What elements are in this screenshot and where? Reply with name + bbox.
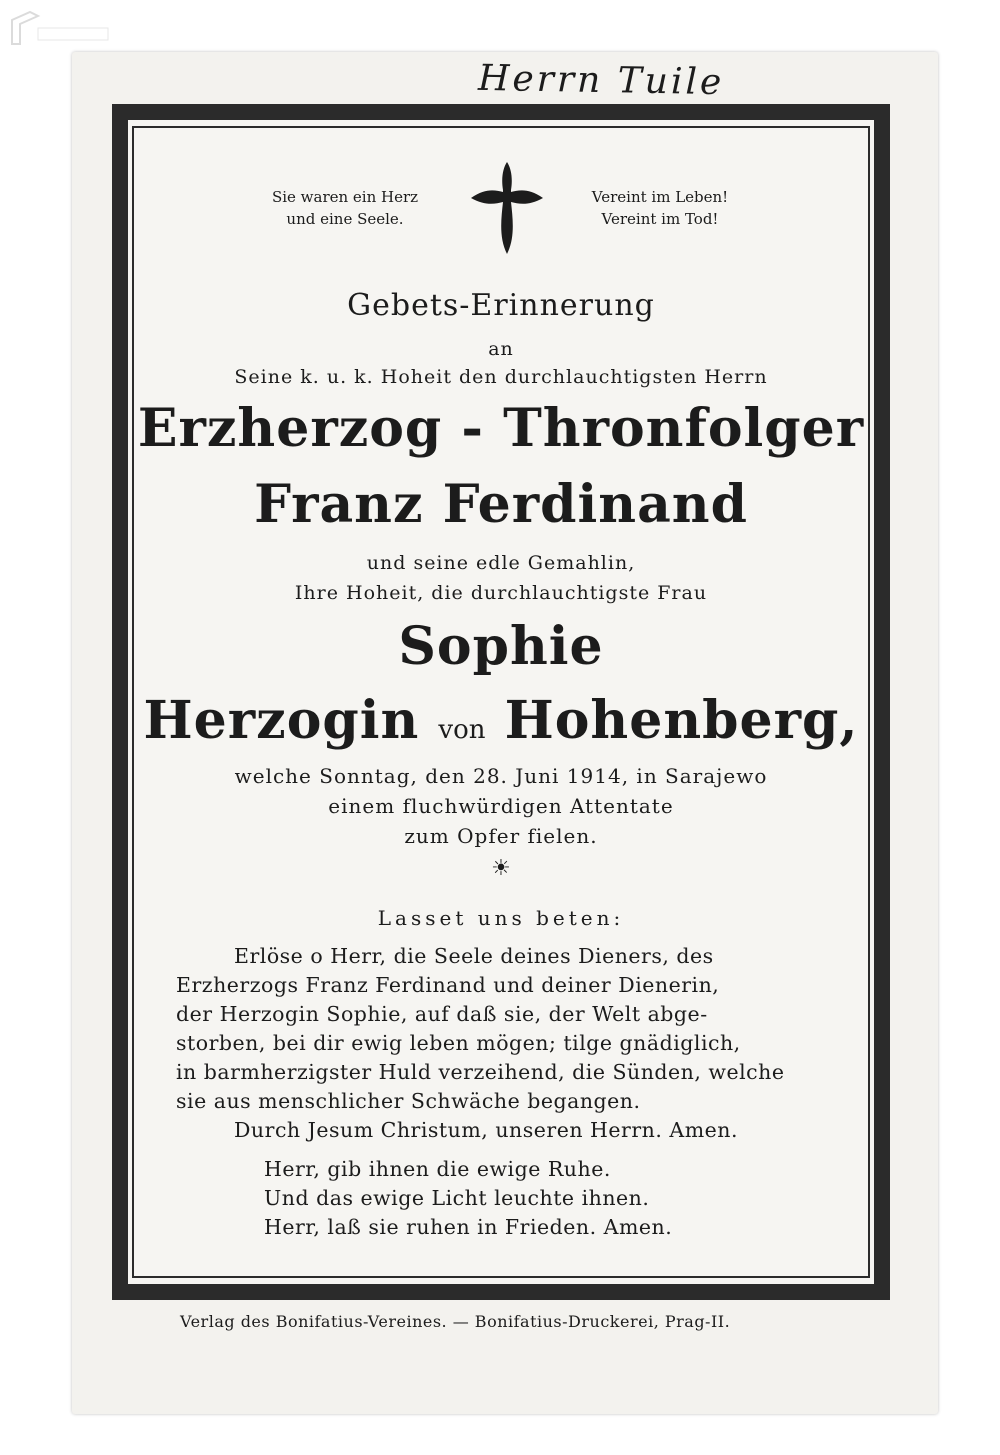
closing-line: Herr, gib ihnen die ewige Ruhe. bbox=[264, 1157, 611, 1181]
an-text: an bbox=[488, 338, 514, 360]
motto-left-line: und eine Seele. bbox=[286, 210, 404, 228]
prayer-line: Erzherzogs Franz Ferdinand und deiner Dienerin, bbox=[176, 973, 720, 997]
prayer-line: storben, bei dir ewig leben mögen; tilge gnädiglich, bbox=[176, 1031, 741, 1055]
card-heading: Gebets-Erinnerung bbox=[347, 288, 655, 323]
motto-left bbox=[250, 186, 440, 230]
prayer-line: Durch Jesum Christum, unseren Herrn. Amen. bbox=[234, 1118, 738, 1142]
motto-right-line: Vereint im Leben! bbox=[591, 188, 729, 206]
name-archduke-line1: Erzherzog - Thronfolger bbox=[137, 398, 865, 459]
publisher-footer: Verlag des Bonifatius-Vereines. — Bonifatius-Druckerei, Prag-II. bbox=[180, 1312, 731, 1331]
prayer-line: sie aus menschlicher Schwäche begangen. bbox=[176, 1089, 641, 1113]
cross-icon bbox=[469, 160, 545, 256]
name-hohenberg bbox=[132, 690, 870, 751]
event-line: zum Opfer fielen. bbox=[404, 824, 598, 848]
herzogin-word: Herzogin bbox=[143, 690, 420, 751]
spouse-line1: und seine edle Gemahlin, bbox=[366, 552, 636, 574]
watermark-logo-icon bbox=[8, 10, 118, 50]
motto-left-line: Sie waren ein Herz bbox=[271, 188, 419, 206]
von-word: von bbox=[438, 715, 486, 745]
motto-right bbox=[560, 186, 760, 230]
prayer-heading: Lasset uns beten: bbox=[377, 906, 625, 930]
handwritten-note: Herrn Tuile bbox=[477, 57, 725, 104]
name-archduke-line2: Franz Ferdinand bbox=[254, 474, 748, 535]
event-line: welche Sonntag, den 28. Juni 1914, in Sarajewo bbox=[234, 764, 768, 788]
name-sophie: Sophie bbox=[398, 616, 604, 677]
closing-line: Und das ewige Licht leuchte ihnen. bbox=[264, 1186, 650, 1210]
sun-ornament-icon: ☀ bbox=[491, 856, 511, 881]
prayer-line: der Herzogin Sophie, auf daß sie, der Welt abge- bbox=[176, 1002, 708, 1026]
prayer-line: in barmherzigster Huld verzeihend, die Sünden, welche bbox=[176, 1060, 785, 1084]
hohenberg-word: Hohenberg, bbox=[504, 690, 859, 751]
motto-right-line: Vereint im Tod! bbox=[601, 210, 719, 228]
prayer-line: Erlöse o Herr, die Seele deines Dieners, des bbox=[234, 944, 714, 968]
closing-line: Herr, laß sie ruhen in Frieden. Amen. bbox=[264, 1215, 673, 1239]
event-line: einem fluchwürdigen Attentate bbox=[328, 794, 674, 818]
spouse-line2: Ihre Hoheit, die durchlauchtigste Frau bbox=[294, 582, 708, 604]
title-line: Seine k. u. k. Hoheit den durchlauchtigsten Herrn bbox=[234, 366, 768, 388]
